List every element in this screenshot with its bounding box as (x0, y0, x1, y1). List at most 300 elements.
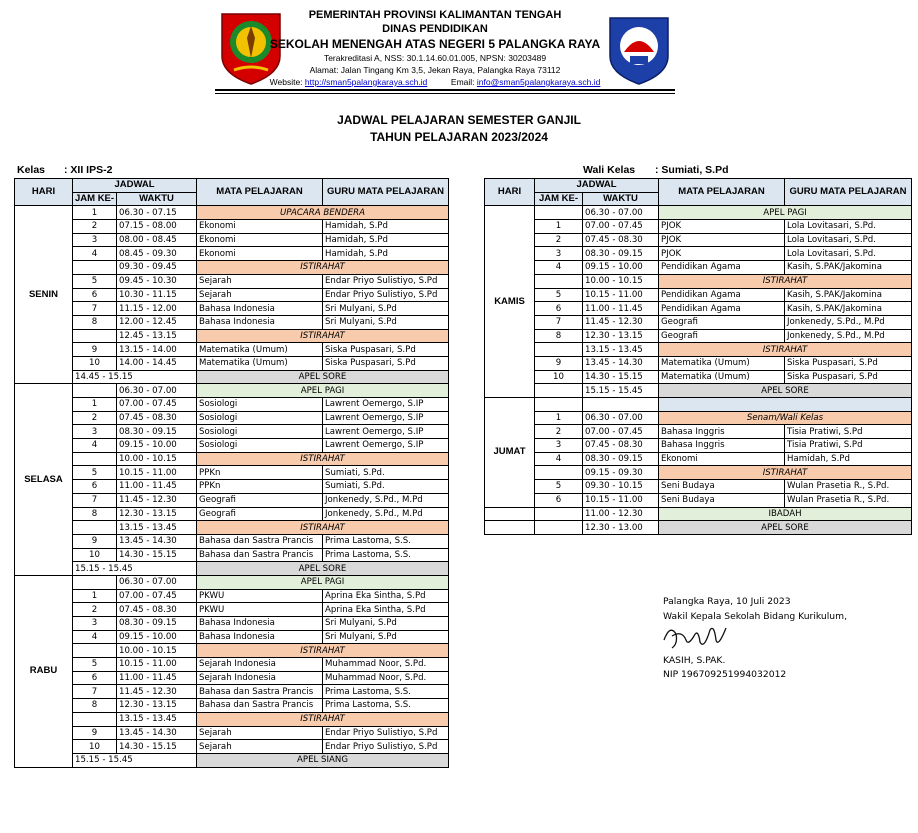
table-row (15, 356, 449, 370)
class-value: : XII IPS-2 (64, 164, 113, 176)
teacher-cell: Sri Mulyani, S.Pd (323, 302, 449, 316)
period-cell: 9 (73, 726, 117, 740)
table-row (485, 411, 912, 425)
break-band: APEL PAGI (659, 206, 912, 220)
teacher-cell: Prima Lastoma, S.S. (323, 699, 449, 713)
header-teacher: GURU MATA PELAJARAN (323, 179, 449, 206)
teacher-cell: Siska Puspasari, S.Pd (785, 356, 912, 370)
period-cell: 5 (73, 466, 117, 480)
table-row (485, 452, 912, 466)
time-cell: 10.30 - 11.15 (117, 288, 197, 302)
period-cell: 5 (73, 658, 117, 672)
table-row (15, 247, 449, 261)
signature-place-date: Palangka Raya, 10 Juli 2023 (663, 596, 791, 607)
table-row (15, 562, 449, 576)
teacher-cell: Lola Lovitasari, S.Pd. (785, 247, 912, 261)
break-band: UPACARA BENDERA (197, 206, 449, 220)
subject-cell: Matematika (Umum) (659, 370, 785, 384)
letterhead-address: Alamat: Jalan Tingang Km 3,5, Jekan Raya, Palangka Raya 73112 (309, 65, 561, 75)
period-cell (535, 507, 583, 521)
time-cell: 10.15 - 11.00 (117, 658, 197, 672)
time-cell: 10.15 - 11.00 (583, 493, 659, 507)
subject-cell: Geografi (659, 329, 785, 343)
email-label: Email: (450, 77, 477, 87)
period-cell (73, 712, 117, 726)
time-cell: 13.45 - 14.30 (117, 534, 197, 548)
subject-cell: Pendidikan Agama (659, 302, 785, 316)
schedule-year: TAHUN PELAJARAN 2023/2024 (370, 130, 548, 144)
website-link[interactable]: http://sman5palangkaraya.sch.id (304, 77, 428, 87)
table-row (15, 575, 449, 589)
subject-cell: Bahasa Indonesia (197, 617, 323, 631)
period-cell: 10 (535, 370, 583, 384)
period-cell: 4 (535, 452, 583, 466)
period-cell: 4 (73, 247, 117, 261)
period-cell: 4 (535, 261, 583, 275)
subject-cell: PKWU (197, 589, 323, 603)
break-band: ISTIRAHAT (197, 329, 449, 343)
table-row (15, 740, 449, 754)
day-name: SELASA (15, 384, 73, 576)
teacher-cell: Lawrent Oemergo, S.IP (323, 411, 449, 425)
table-row (485, 288, 912, 302)
period-cell: 3 (73, 617, 117, 631)
teacher-cell: Hamidah, S.Pd (785, 452, 912, 466)
teacher-cell: Lawrent Oemergo, S.IP (323, 439, 449, 453)
table-row (485, 370, 912, 384)
period-cell (73, 329, 117, 343)
table-row (15, 658, 449, 672)
time-cell: 06.30 - 07.00 (117, 384, 197, 398)
header-time: WAKTU (117, 192, 197, 206)
subject-cell: Pendidikan Agama (659, 261, 785, 275)
subject-cell: PPKn (197, 480, 323, 494)
day-name: JUMAT (485, 398, 535, 508)
period-cell: 10 (73, 740, 117, 754)
time-cell: 15.15 - 15.45 (73, 562, 197, 576)
subject-cell: PJOK (659, 233, 785, 247)
period-cell (73, 644, 117, 658)
table-row (15, 480, 449, 494)
table-row (15, 603, 449, 617)
table-row (485, 233, 912, 247)
table-row (15, 329, 449, 343)
subject-cell: Sejarah (197, 740, 323, 754)
break-band: APEL SORE (659, 384, 912, 398)
time-cell: 14.00 - 14.45 (117, 356, 197, 370)
table-row (15, 685, 449, 699)
break-band (659, 398, 912, 412)
time-cell: 13.15 - 13.45 (117, 521, 197, 535)
time-cell: 13.15 - 13.45 (583, 343, 659, 357)
homeroom-label: Wali Kelas (583, 164, 636, 176)
break-band: APEL SIANG (197, 753, 449, 767)
table-row (15, 425, 449, 439)
letterhead-rule-thin (215, 93, 675, 94)
header-period: JAM KE- (73, 192, 117, 206)
teacher-cell: Kasih, S.PAK/Jakomina (785, 261, 912, 275)
time-cell: 13.15 - 13.45 (117, 712, 197, 726)
subject-cell: Geografi (197, 507, 323, 521)
time-cell: 13.45 - 14.30 (583, 356, 659, 370)
day-cell-empty (485, 507, 535, 521)
period-cell (73, 261, 117, 275)
handwritten-signature (660, 622, 730, 652)
subject-cell: Matematika (Umum) (197, 356, 323, 370)
letterhead-accreditation: Terakreditasi A, NSS: 30.1.14.60.01.005, NPSN: 30203489 (323, 53, 547, 63)
teacher-cell: Siska Puspasari, S.Pd (323, 356, 449, 370)
period-cell: 3 (535, 439, 583, 453)
table-row (15, 712, 449, 726)
letterhead-school-name: SEKOLAH MENENGAH ATAS NEGERI 5 PALANGKA RAYA (269, 37, 601, 51)
letterhead-rule-thick (215, 89, 675, 91)
period-cell: 7 (73, 302, 117, 316)
time-cell: 08.30 - 09.15 (117, 425, 197, 439)
subject-cell: PJOK (659, 220, 785, 234)
period-cell: 9 (73, 534, 117, 548)
period-cell: 10 (73, 548, 117, 562)
subject-cell: Ekonomi (197, 220, 323, 234)
table-row (15, 343, 449, 357)
table-row (15, 534, 449, 548)
break-band: APEL SORE (197, 370, 449, 384)
table-row (15, 644, 449, 658)
period-cell: 4 (73, 439, 117, 453)
time-cell: 07.45 - 08.30 (117, 411, 197, 425)
teacher-cell: Prima Lastoma, S.S. (323, 548, 449, 562)
break-band: ISTIRAHAT (659, 274, 912, 288)
time-cell: 11.00 - 11.45 (583, 302, 659, 316)
subject-cell: Sejarah (197, 726, 323, 740)
time-cell: 10.00 - 10.15 (583, 274, 659, 288)
header-day: HARI (15, 179, 73, 206)
period-cell: 8 (73, 699, 117, 713)
teacher-cell: Kasih, S.PAK/Jakomina (785, 288, 912, 302)
period-cell: 10 (73, 356, 117, 370)
time-cell: 14.45 - 15.15 (73, 370, 197, 384)
period-cell: 2 (73, 603, 117, 617)
break-band: APEL PAGI (197, 384, 449, 398)
table-row (15, 261, 449, 275)
signature-name: KASIH, S.PAK. (663, 655, 726, 666)
time-cell: 06.30 - 07.00 (117, 575, 197, 589)
subject-cell: Bahasa Inggris (659, 439, 785, 453)
time-cell: 12.30 - 13.15 (117, 507, 197, 521)
period-cell (73, 521, 117, 535)
time-cell: 13.15 - 14.00 (117, 343, 197, 357)
table-row (15, 466, 449, 480)
teacher-cell: Endar Priyo Sulistiyo, S.Pd (323, 274, 449, 288)
period-cell: 2 (535, 233, 583, 247)
time-cell: 08.30 - 09.15 (117, 617, 197, 631)
website-label: Website: (269, 77, 305, 87)
table-row (15, 671, 449, 685)
time-cell: 11.45 - 12.30 (117, 493, 197, 507)
table-row (485, 302, 912, 316)
teacher-cell: Prima Lastoma, S.S. (323, 685, 449, 699)
period-cell: 2 (73, 411, 117, 425)
period-cell (535, 398, 583, 412)
break-band: ISTIRAHAT (659, 466, 912, 480)
subject-cell: Ekonomi (659, 452, 785, 466)
time-cell: 06.30 - 07.15 (117, 206, 197, 220)
period-cell (535, 206, 583, 220)
table-row (15, 589, 449, 603)
table-row (15, 384, 449, 398)
header-schedule: JADWAL (73, 179, 197, 193)
table-row (485, 206, 912, 220)
table-row (15, 726, 449, 740)
school-logo (606, 12, 672, 86)
teacher-cell: Tisia Pratiwi, S.Pd (785, 425, 912, 439)
break-band: APEL PAGI (197, 575, 449, 589)
subject-cell: Sosiologi (197, 398, 323, 412)
time-cell: 09.15 - 10.00 (117, 439, 197, 453)
subject-cell: PKWU (197, 603, 323, 617)
table-row (15, 288, 449, 302)
break-band: APEL SORE (659, 521, 912, 535)
table-row (15, 630, 449, 644)
teacher-cell: Jonkenedy, S.Pd., M.Pd (323, 493, 449, 507)
subject-cell: Bahasa Indonesia (197, 315, 323, 329)
period-cell: 3 (73, 233, 117, 247)
table-row (485, 398, 912, 412)
subject-cell: Pendidikan Agama (659, 288, 785, 302)
teacher-cell: Jonkenedy, S.Pd., M.Pd (785, 329, 912, 343)
table-row (15, 439, 449, 453)
table-row (15, 521, 449, 535)
time-cell: 15.15 - 15.45 (583, 384, 659, 398)
subject-cell: Sejarah (197, 288, 323, 302)
period-cell: 7 (73, 493, 117, 507)
period-cell: 3 (73, 425, 117, 439)
time-cell: 10.15 - 11.00 (583, 288, 659, 302)
teacher-cell: Lola Lovitasari, S.Pd. (785, 220, 912, 234)
time-cell: 07.45 - 08.30 (583, 233, 659, 247)
table-row (485, 274, 912, 288)
time-cell: 07.15 - 08.00 (117, 220, 197, 234)
table-row (485, 507, 912, 521)
table-row (485, 220, 912, 234)
period-cell: 3 (535, 247, 583, 261)
subject-cell: Bahasa dan Sastra Prancis (197, 685, 323, 699)
time-cell: 10.00 - 10.15 (117, 644, 197, 658)
period-cell: 1 (73, 589, 117, 603)
teacher-cell: Aprina Eka Sintha, S.Pd (323, 589, 449, 603)
time-cell: 07.00 - 07.45 (117, 589, 197, 603)
subject-cell: PPKn (197, 466, 323, 480)
teacher-cell: Lola Lovitasari, S.Pd. (785, 233, 912, 247)
teacher-cell: Endar Priyo Sulistiyo, S.Pd (323, 726, 449, 740)
period-cell (73, 575, 117, 589)
period-cell: 8 (535, 329, 583, 343)
teacher-cell: Siska Puspasari, S.Pd (785, 370, 912, 384)
time-cell: 11.15 - 12.00 (117, 302, 197, 316)
class-label: Kelas (17, 164, 46, 176)
time-cell: 12.45 - 13.15 (117, 329, 197, 343)
break-band: Senam/Wali Kelas (659, 411, 912, 425)
time-cell: 09.15 - 10.00 (583, 261, 659, 275)
subject-cell: Bahasa dan Sastra Prancis (197, 699, 323, 713)
subject-cell: Ekonomi (197, 233, 323, 247)
table-row (15, 370, 449, 384)
subject-cell: Seni Budaya (659, 480, 785, 494)
teacher-cell: Lawrent Oemergo, S.IP (323, 425, 449, 439)
table-row (485, 425, 912, 439)
letterhead-department: DINAS PENDIDIKAN (382, 23, 488, 35)
table-row (15, 206, 449, 220)
period-cell: 8 (73, 315, 117, 329)
time-cell: 09.15 - 10.00 (117, 630, 197, 644)
period-cell: 1 (73, 398, 117, 412)
time-cell: 15.15 - 15.45 (73, 753, 197, 767)
table-row (485, 315, 912, 329)
teacher-cell: Sumiati, S.Pd. (323, 480, 449, 494)
table-row (15, 493, 449, 507)
time-cell: 11.00 - 12.30 (583, 507, 659, 521)
period-cell: 7 (535, 315, 583, 329)
period-cell: 9 (73, 343, 117, 357)
break-band: ISTIRAHAT (197, 521, 449, 535)
break-band: ISTIRAHAT (197, 644, 449, 658)
table-row (485, 247, 912, 261)
subject-cell: Sosiologi (197, 439, 323, 453)
period-cell: 1 (535, 220, 583, 234)
subject-cell: Sejarah Indonesia (197, 671, 323, 685)
signature-nip: NIP 196709251994032012 (663, 669, 787, 680)
subject-cell: Seni Budaya (659, 493, 785, 507)
header-schedule: JADWAL (535, 179, 659, 193)
email-link[interactable]: info@sman5palangkaraya.sch.id (476, 77, 601, 87)
header-period: JAM KE- (535, 192, 583, 206)
time-cell: 06.30 - 07.00 (583, 411, 659, 425)
period-cell: 5 (73, 274, 117, 288)
subject-cell: Matematika (Umum) (659, 356, 785, 370)
teacher-cell: Endar Priyo Sulistiyo, S.Pd (323, 288, 449, 302)
teacher-cell: Tisia Pratiwi, S.Pd (785, 439, 912, 453)
table-row (485, 356, 912, 370)
break-band: ISTIRAHAT (197, 712, 449, 726)
period-cell (535, 343, 583, 357)
subject-cell: Bahasa dan Sastra Prancis (197, 548, 323, 562)
time-cell: 11.00 - 11.45 (117, 480, 197, 494)
teacher-cell: Sri Mulyani, S.Pd (323, 630, 449, 644)
table-row (15, 507, 449, 521)
teacher-cell: Muhammad Noor, S.Pd. (323, 658, 449, 672)
teacher-cell: Jonkenedy, S.Pd., M.Pd (785, 315, 912, 329)
subject-cell: Sosiologi (197, 425, 323, 439)
day-cell-empty (485, 521, 535, 535)
time-cell (583, 398, 659, 412)
table-row (15, 699, 449, 713)
time-cell: 07.00 - 07.45 (583, 425, 659, 439)
table-row (485, 466, 912, 480)
header-time: WAKTU (583, 192, 659, 206)
time-cell: 10.15 - 11.00 (117, 466, 197, 480)
period-cell: 5 (535, 288, 583, 302)
header-subject: MATA PELAJARAN (197, 179, 323, 206)
subject-cell: Bahasa Indonesia (197, 630, 323, 644)
time-cell: 07.45 - 08.30 (117, 603, 197, 617)
letterhead-contacts (255, 77, 615, 87)
period-cell: 2 (73, 220, 117, 234)
time-cell: 07.45 - 08.30 (583, 439, 659, 453)
time-cell: 08.45 - 09.30 (117, 247, 197, 261)
table-row (485, 384, 912, 398)
teacher-cell: Lawrent Oemergo, S.IP (323, 398, 449, 412)
teacher-cell: Siska Puspasari, S.Pd (323, 343, 449, 357)
subject-cell: Geografi (197, 493, 323, 507)
table-row (485, 493, 912, 507)
break-band: ISTIRAHAT (197, 261, 449, 275)
header-day: HARI (485, 179, 535, 206)
time-cell: 08.30 - 09.15 (583, 247, 659, 261)
period-cell: 1 (73, 206, 117, 220)
subject-cell: Bahasa Inggris (659, 425, 785, 439)
day-name: KAMIS (485, 206, 535, 398)
period-cell (73, 452, 117, 466)
teacher-cell: Sri Mulyani, S.Pd (323, 315, 449, 329)
break-band: APEL SORE (197, 562, 449, 576)
homeroom-value: : Sumiati, S.Pd (655, 164, 729, 176)
signature-position: Wakil Kepala Sekolah Bidang Kurikulum, (663, 611, 847, 622)
time-cell: 12.30 - 13.15 (583, 329, 659, 343)
subject-cell: Ekonomi (197, 247, 323, 261)
header-teacher: GURU MATA PELAJARAN (785, 179, 912, 206)
teacher-cell: Prima Lastoma, S.S. (323, 534, 449, 548)
time-cell: 12.00 - 12.45 (117, 315, 197, 329)
time-cell: 11.45 - 12.30 (117, 685, 197, 699)
table-row (15, 411, 449, 425)
letterhead-government: PEMERINTAH PROVINSI KALIMANTAN TENGAH (308, 9, 562, 21)
time-cell: 10.00 - 10.15 (117, 452, 197, 466)
teacher-cell: Wulan Prasetia R., S.Pd. (785, 493, 912, 507)
period-cell: 5 (535, 480, 583, 494)
period-cell: 9 (535, 356, 583, 370)
table-row (15, 617, 449, 631)
table-row (15, 315, 449, 329)
teacher-cell: Hamidah, S.Pd (323, 220, 449, 234)
table-row (485, 343, 912, 357)
period-cell: 8 (73, 507, 117, 521)
period-cell: 2 (535, 425, 583, 439)
period-cell: 4 (73, 630, 117, 644)
time-cell: 11.00 - 11.45 (117, 671, 197, 685)
table-row (15, 452, 449, 466)
time-cell: 07.00 - 07.45 (583, 220, 659, 234)
time-cell: 09.30 - 09.45 (117, 261, 197, 275)
subject-cell: Geografi (659, 315, 785, 329)
time-cell: 14.30 - 15.15 (583, 370, 659, 384)
break-band: IBADAH (659, 507, 912, 521)
subject-cell: Sejarah Indonesia (197, 658, 323, 672)
table-row (485, 521, 912, 535)
period-cell (535, 274, 583, 288)
teacher-cell: Kasih, S.PAK/Jakomina (785, 302, 912, 316)
time-cell: 06.30 - 07.00 (583, 206, 659, 220)
schedule-table-right (484, 178, 912, 535)
period-cell: 6 (535, 302, 583, 316)
teacher-cell: Sri Mulyani, S.Pd (323, 617, 449, 631)
time-cell: 09.30 - 10.15 (583, 480, 659, 494)
time-cell: 11.45 - 12.30 (583, 315, 659, 329)
period-cell (73, 384, 117, 398)
time-cell: 08.30 - 09.15 (583, 452, 659, 466)
period-cell: 6 (73, 480, 117, 494)
subject-cell: Matematika (Umum) (197, 343, 323, 357)
time-cell: 12.30 - 13.00 (583, 521, 659, 535)
break-band: ISTIRAHAT (659, 343, 912, 357)
